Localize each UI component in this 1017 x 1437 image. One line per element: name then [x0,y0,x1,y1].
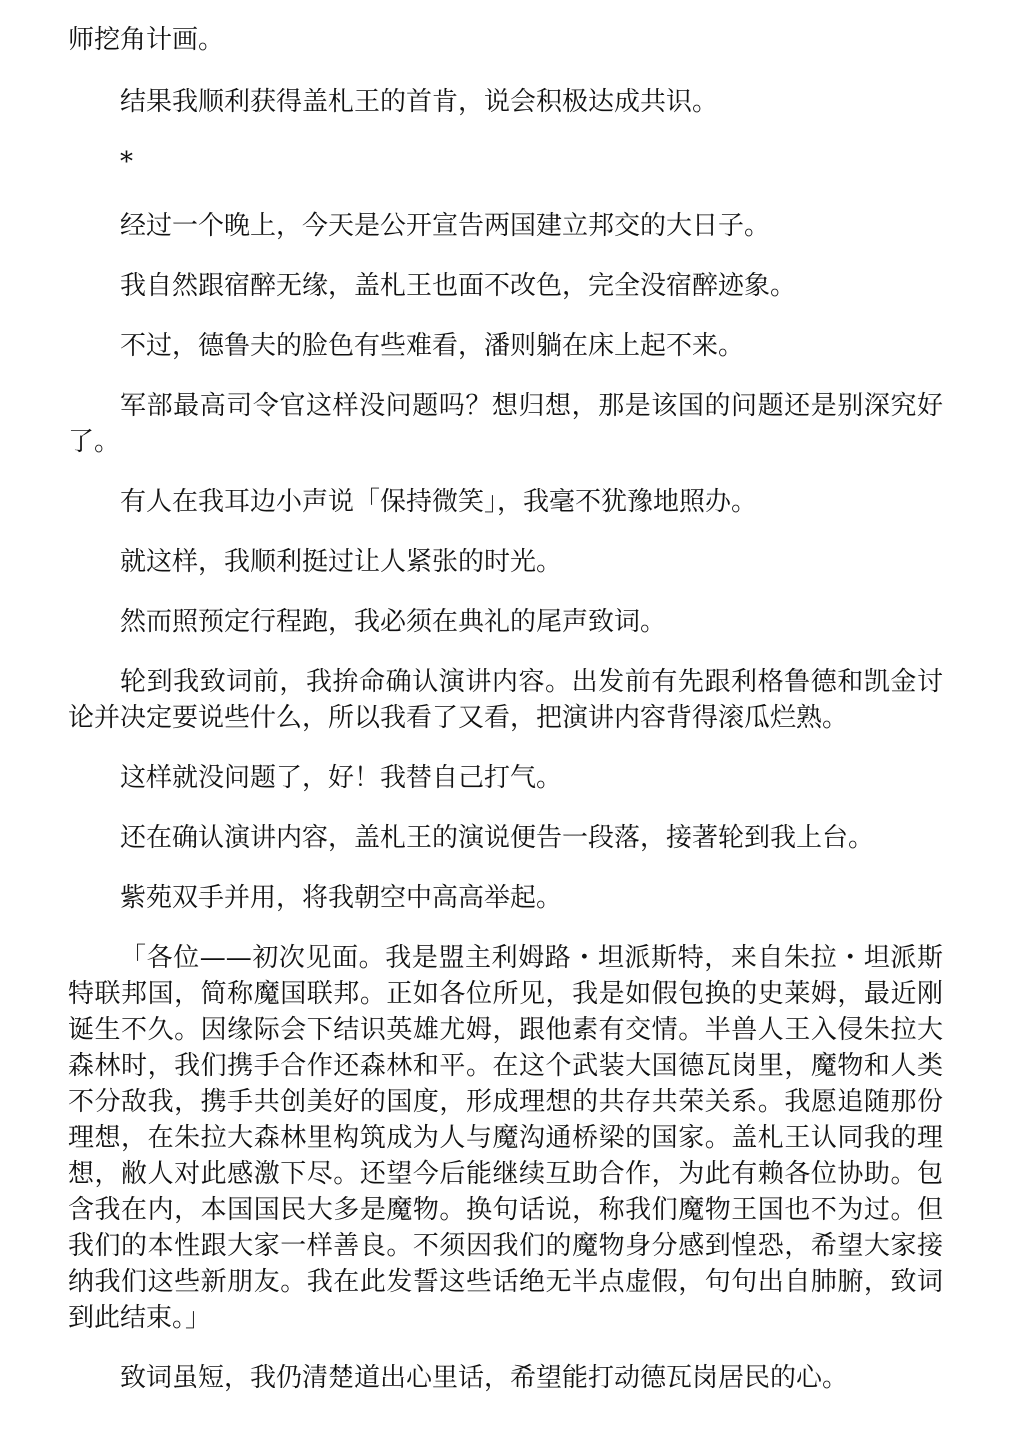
paragraph: 致词虽短，我仍清楚道出心里话，希望能打动德瓦岗居民的心。 [120,1363,849,1393]
paragraph: 还在确认演讲内容，盖札王的演说便告一段落，接著轮到我上台。 [120,823,875,853]
paragraph: 轮到我致词前，我拚命确认演讲内容。出发前有先跟利格鲁德和凯金讨论并决定要说些什么，所以我看了又看，把演讲内容背得滚瓜烂熟。 [68,667,943,733]
scene-break-asterisk: * [120,147,133,177]
paragraph: 这样就没问题了，好！我替自己打气。 [120,763,563,793]
paragraph: 军部最高司令官这样没问题吗？想归想，那是该国的问题还是别深究好了。 [68,391,943,457]
paragraph: 经过一个晚上，今天是公开宣告两国建立邦交的大日子。 [120,211,771,241]
paragraph: 紫苑双手并用，将我朝空中高高举起。 [120,883,563,913]
paragraph: 不过，德鲁夫的脸色有些难看，潘则躺在床上起不来。 [120,331,745,361]
paragraph-continuation: 师挖角计画。 [68,25,225,55]
paragraph: 然而照预定行程跑，我必须在典礼的尾声致词。 [120,607,667,637]
paragraph: 有人在我耳边小声说「保持微笑」，我毫不犹豫地照办。 [120,487,758,517]
paragraph: 结果我顺利获得盖札王的首肯，说会积极达成共识。 [120,87,719,117]
speech-paragraph: 「各位——初次见面。我是盟主利姆路・坦派斯特，来自朱拉・坦派斯特联邦国，简称魔国联邦。正如各位所见，我是如假包换的史莱姆，最近刚诞生不久。因缘际会下结识英雄尤姆，跟他素有交情。半兽人王入侵朱拉大森林时，我们携手合作还森林和平。在这个武装大国德瓦岗里，魔物和人类不分敌我，携手共创美好的国度，形成理想的共存共荣关系。我愿追随那份理想，在朱拉大森林里构筑成为人与魔沟通桥梁的国家。盖札王认同我的理想，敝人对此感激下尽。还望今后能继续互助合作，为此有赖各位协助。包含我在内，本国国民大多是魔物。换句话说，称我们魔物王国也不为过。但我们的本性跟大家一样善良。不须因我们的魔物身分感到惶恐，希望大家接纳我们这些新朋友。我在此发誓这些话绝无半点虚假，句句出自肺腑，致词到此结束。」 [68,943,943,1333]
paragraph: 我自然跟宿醉无缘，盖札王也面不改色，完全没宿醉迹象。 [120,271,797,301]
paragraph: 就这样，我顺利挺过让人紧张的时光。 [120,547,563,577]
